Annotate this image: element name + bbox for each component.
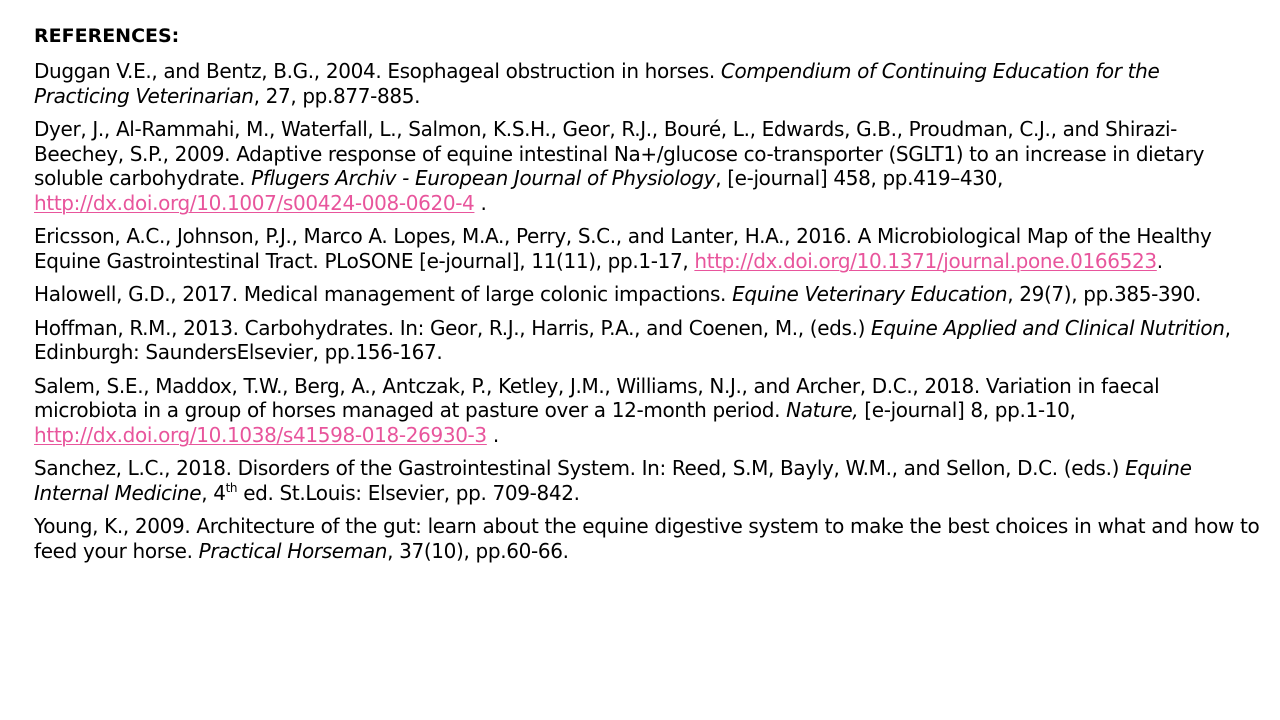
reference-text: Halowell, G.D., 2017. Medical management of large colonic impactions. (34, 282, 733, 306)
reference-end: . (486, 422, 499, 447)
reference-journal: Equine Veterinary Education (732, 282, 1008, 306)
reference-end: ed. St.Louis: Elsevier, pp. 709-842. (237, 480, 580, 505)
references-slide (34, 22, 1260, 572)
reference-details: [e-journal] 8, pp.1-10, (858, 398, 1076, 422)
references-heading: REFERENCES: (34, 25, 180, 47)
reference-text: Dyer, J., Al-Rammahi, M., Waterfall, L., Salmon, K.S.H., Geor, R.J., Bouré, L., Edwards, G.B., Proudman, C.J., and Shirazi-Beechey, S.P., 2009. Adaptive response of equine intestinal Na+/glucose co-transporter (SGLT1) to an increase in dietary soluble carbohydrate. (34, 117, 1205, 190)
reference-text: Salem, S.E., Maddox, T.W., Berg, A., Antczak, P., Ketley, J.M., Williams, N.J., and Archer, D.C., 2018. Variation in faecal microbiota in a group of horses managed at pasture over a 12-month period. (34, 373, 1160, 422)
doi-link-salem[interactable]: http://dx.doi.org/10.1038/s41598-018-26930-3 (34, 422, 487, 447)
reference-details: , Edinburgh: SaundersElsevier, pp.156-167. (34, 315, 1231, 364)
reference-details: , 37(10), pp.60-66. (387, 538, 569, 563)
reference-text: Hoffman, R.M., 2013. Carbohydrates. In: Geor, R.J., Harris, P.A., and Coenen, M., (eds.) (34, 315, 872, 340)
edition-superscript: th (225, 480, 238, 495)
reference-details: , 4 (201, 480, 226, 505)
reference-dyer (34, 117, 1260, 215)
reference-halowell (34, 282, 1260, 307)
reference-hoffman (34, 316, 1260, 365)
reference-journal: Pflugers Archiv - European Journal of Physiology (251, 166, 716, 190)
reference-salem (34, 374, 1260, 448)
reference-journal: Compendium of Continuing Education for the Practicing Veterinarian (34, 59, 1160, 108)
reference-duggan (34, 59, 1260, 108)
doi-link-dyer[interactable]: http://dx.doi.org/10.1007/s00424-008-0620-4 (34, 190, 475, 215)
reference-text: Sanchez, L.C., 2018. Disorders of the Gastrointestinal System. In: Reed, S.M, Bayly, W.M., and Sellon, D.C. (eds.) (34, 456, 1126, 480)
reference-journal: Nature, (786, 398, 859, 422)
reference-journal: Practical Horseman (198, 538, 388, 563)
reference-details: , [e-journal] 458, pp.419–430, (715, 166, 1004, 190)
reference-sanchez (34, 456, 1260, 505)
reference-journal: Equine Applied and Clinical Nutrition (871, 315, 1225, 340)
doi-link-ericsson[interactable]: http://dx.doi.org/10.1371/journal.pone.0166523 (694, 248, 1157, 273)
reference-end: . (474, 190, 487, 215)
reference-end: . (1156, 248, 1163, 273)
reference-details: , 29(7), pp.385-390. (1007, 282, 1202, 306)
reference-text: Ericsson, A.C., Johnson, P.J., Marco A. Lopes, M.A., Perry, S.C., and Lanter, H.A., 2016. A Microbiological Map of the Healthy Equine Gastrointestinal Tract. PLoSONE [e-journal], 11(11), pp.1-17, (34, 224, 1212, 273)
reference-young (34, 514, 1260, 563)
reference-text: Duggan V.E., and Bentz, B.G., 2004. Esophageal obstruction in horses. (34, 59, 721, 83)
reference-journal: Equine Internal Medicine (34, 456, 1192, 505)
reference-details: , 27, pp.877-885. (253, 83, 421, 108)
reference-ericsson (34, 224, 1260, 273)
reference-text: Young, K., 2009. Architecture of the gut: learn about the equine digestive system to make the best choices in what and how to feed your horse. (34, 514, 1260, 563)
